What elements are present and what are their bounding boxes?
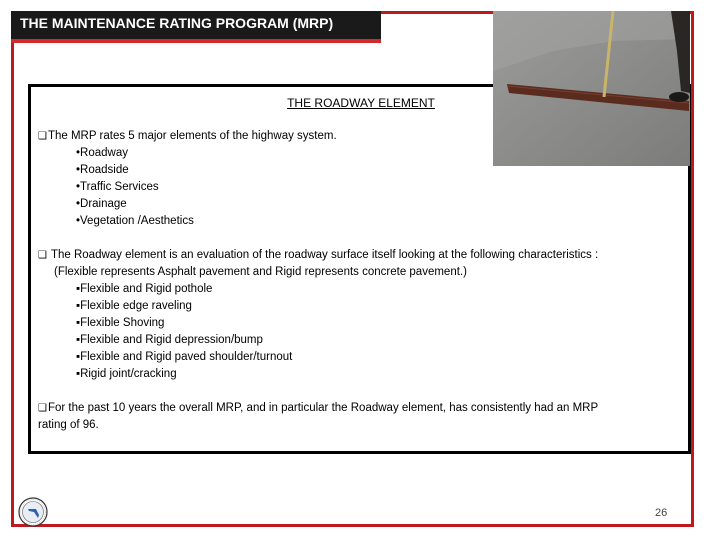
- bullet-rating: [38, 400, 598, 434]
- page-number: 26: [655, 507, 668, 519]
- checkbox-bullet-icon: ❑: [38, 250, 47, 261]
- bullet-text: The MRP rates 5 major elements of the highway system.: [47, 130, 337, 142]
- bullet-elements: [38, 128, 337, 230]
- bullet-text: The Roadway element is an evaluation of the roadway surface itself looking at the following characteristics :: [50, 249, 599, 261]
- list-item: •Roadside: [76, 164, 129, 176]
- section-heading: THE ROADWAY ELEMENT: [287, 96, 435, 110]
- list-item: ▪Flexible and Rigid paved shoulder/turnout: [76, 351, 293, 363]
- bullet-note: (Flexible represents Asphalt pavement and Rigid represents concrete pavement.): [54, 266, 467, 278]
- checkbox-bullet-icon: ❑: [38, 131, 47, 142]
- list-item: •Roadway: [76, 147, 128, 159]
- list-item: •Vegetation /Aesthetics: [76, 215, 194, 227]
- list-item: •Traffic Services: [76, 181, 159, 193]
- photo-illustration: [493, 11, 690, 166]
- list-item: ▪Flexible and Rigid depression/bump: [76, 334, 263, 346]
- checkbox-bullet-icon: ❑: [38, 403, 47, 414]
- slide-title: THE MAINTENANCE RATING PROGRAM (MRP): [11, 11, 381, 43]
- bullet-characteristics: [38, 247, 598, 383]
- list-item: ▪Flexible Shoving: [76, 317, 165, 329]
- list-item: ▪Flexible edge raveling: [76, 300, 192, 312]
- bullet-text-continued: rating of 96.: [38, 419, 99, 431]
- road-measurement-photo: [493, 11, 690, 166]
- bullet-text: For the past 10 years the overall MRP, and in particular the Roadway element, has consistently had an MRP: [47, 402, 599, 414]
- list-item: ▪Flexible and Rigid pothole: [76, 283, 213, 295]
- list-item: ▪Rigid joint/cracking: [76, 368, 177, 380]
- list-item: •Drainage: [76, 198, 127, 210]
- fdot-seal-logo: [18, 497, 48, 527]
